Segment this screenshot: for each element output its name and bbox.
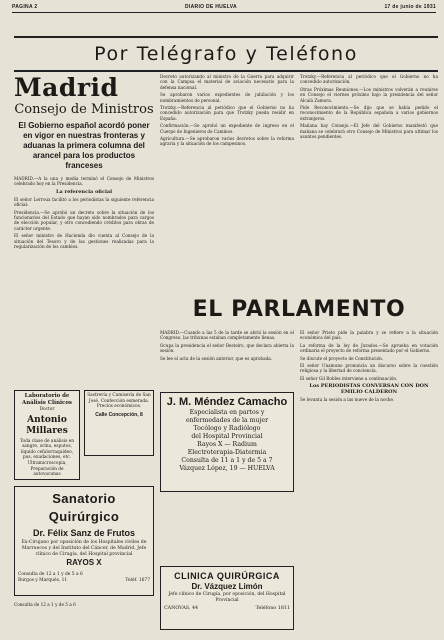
lead-headline: El Gobierno español acordó poner en vigor en nuestras fronteras y aduanas la primera columna del arancel para los productos franceses bbox=[18, 121, 150, 170]
ad-mendez-line: del Hospital Provincial bbox=[191, 433, 263, 440]
ad-mendez-address: Vázquez López, 19 — HUELVA bbox=[179, 465, 275, 472]
right-column bbox=[300, 74, 438, 288]
article-paragraph: Trotzky.—Referencia al periódico que el Gobierno no ha concedido autorización. bbox=[300, 74, 438, 85]
lead-paragraph: El señor ministro de Hacienda dio cuenta al Consejo de la situación del Tesoro y de las gestiones realizadas para la regularización de los cambios. bbox=[14, 233, 154, 250]
ad-clinica bbox=[160, 566, 294, 630]
ad-sanatorio-phone: Teléf. 1677 bbox=[125, 578, 150, 583]
ad-laboratory bbox=[14, 390, 80, 480]
section-banner bbox=[14, 36, 438, 72]
parliament-column-left bbox=[160, 330, 294, 390]
issue-date: 17 de junio de 1931 bbox=[384, 4, 436, 10]
ad-sanatorio-footer-2 bbox=[18, 578, 150, 583]
bottom-left-text bbox=[14, 602, 154, 630]
lead-paragraph: El señor Lerroux facilitó a los periodistas la siguiente referencia oficial: bbox=[14, 196, 154, 208]
article-paragraph: Se levanta la sesión a las nueve de la noche. bbox=[300, 397, 395, 403]
parliament-heading bbox=[160, 290, 438, 328]
ad-sanatorio-doctor: Dr. Félix Sanz de Frutos bbox=[32, 528, 136, 538]
ad-mendez-line: Especialista en partos y bbox=[189, 409, 265, 416]
article-paragraph: Se lee el acta de la sesión anterior, que es aprobada. bbox=[160, 355, 273, 361]
newspaper-name: DIARIO DE HUELVA bbox=[185, 4, 237, 10]
ad-lab-doctor-prefix: Doctor bbox=[39, 407, 55, 412]
ad-clinica-footer bbox=[164, 606, 290, 611]
section-title: Consejo de Ministros bbox=[14, 102, 154, 117]
ad-mendez-line: Rayos X — Radium bbox=[197, 441, 257, 448]
article-paragraph: Decreto autorizando al ministro de la Guerra para adquirir con la Campsa el material de aviación necesario para la defensa nacional. bbox=[160, 74, 294, 90]
article-paragraph: Trotzky.—Referencia al periódico que el Gobierno no ha concedido autorización para que Trotzky pueda residir en España. bbox=[160, 105, 294, 121]
ad-sanatorio-address: Burgos y Marqués, 11 bbox=[18, 578, 68, 583]
page-header bbox=[12, 3, 436, 11]
article-paragraph: Ocupa la presidencia el señor Besteiro, que declara abierta la sesión. bbox=[160, 342, 294, 354]
ad-lab-doctor: Antonio Millares bbox=[26, 414, 68, 436]
ad-mendez-line: Tocólogo y Radiólogo bbox=[193, 425, 261, 432]
banner-title: Por Telégrafo y Teléfono bbox=[94, 43, 358, 65]
subheading: Los PERIODISTAS CONVERSAN CON DON EMILIO CALDERON bbox=[309, 383, 429, 396]
ad-clinica-phone: Teléfono 1811 bbox=[255, 606, 290, 611]
page-number: PAGINA 2 bbox=[12, 4, 38, 10]
header-rule bbox=[12, 12, 436, 13]
ad-small-text: Sastrería y Camisería de San José. Confección esmerada. Precios económicos. bbox=[87, 393, 151, 410]
ad-small bbox=[84, 390, 154, 456]
lead-column bbox=[14, 74, 154, 384]
ad-sanatorio-rayos: RAYOS X bbox=[66, 558, 102, 567]
ad-mendez-line: Electroterapia-Diatermia bbox=[187, 449, 267, 456]
ad-clinica-doctor: Dr. Vázquez Limón bbox=[191, 582, 263, 591]
lead-paragraph: MADRID.—A la una y media terminó el Consejo de Ministros celebrado hoy en la Presidencia. bbox=[14, 176, 154, 187]
article-paragraph: Consulta de 12 a 1 y de 5 a 6 bbox=[14, 602, 76, 607]
ad-mendez-line: enfermedades de la mujer bbox=[185, 417, 269, 424]
dateline-city: Madrid bbox=[14, 74, 119, 102]
ad-sanatorio-footer bbox=[18, 572, 150, 577]
lead-paragraph: Presidencia.—Se aprobó un decreto sobre la situación de los funcionarios del Estado que hayan sido nombrados para cargos de elección popular, y otro concediendo créditos para obras de carácter urgente. bbox=[14, 209, 154, 231]
middle-column bbox=[160, 74, 294, 288]
article-paragraph: El señor Gil Robles interviene a continuación. bbox=[300, 375, 398, 381]
article-paragraph: Se discute el proyecto de Constitución. bbox=[300, 355, 384, 361]
article-paragraph: Confirmación.—Se aprobó un expediente de ingreso en el Cuerpo de Ingenieros de Caminos. bbox=[160, 123, 294, 134]
ad-mendez-hours: Consulta de 11 a 1 y de 5 a 7 bbox=[181, 457, 273, 464]
article-paragraph: Mañana hay Consejo.—El Jefe del Gobierno manifestó que mañana se celebrará otro Consejo de Ministros para ultimar los asuntos pendientes. bbox=[300, 123, 438, 140]
ad-small-address: Calle Concepción, 8 bbox=[95, 411, 143, 418]
article-paragraph: La reforma de la ley de Jurados.—Se aprueba en votación ordinaria el proyecto de reforma presentado por el Gobierno. bbox=[300, 342, 438, 354]
article-paragraph: Agricultura.—Se aprobaron varios decretos sobre la reforma agraria y la situación de los campesinos. bbox=[160, 136, 294, 147]
parliament-title: EL PARLAMENTO bbox=[192, 296, 406, 322]
ad-sanatorio bbox=[14, 486, 154, 596]
article-paragraph: El señor Prieto pide la palabra y se refiere a la situación económica del país. bbox=[300, 330, 438, 341]
parliament-column-right bbox=[300, 330, 438, 630]
ad-lab-title: Laboratorio de Análisis Clínicos bbox=[22, 393, 72, 406]
subheading: La referencia oficial bbox=[55, 188, 113, 195]
ad-clinica-title: CLINICA QUIRÚRGICA bbox=[174, 571, 280, 581]
article-paragraph: MADRID.—Cuando a las 5 de la tarde se abrió la sesión en el Congreso, las tribunas estaban completamente llenas. bbox=[160, 330, 294, 341]
ad-clinica-desc: Jefe clínico de Cirugía, por oposición, del Hospital Provincial bbox=[168, 592, 286, 603]
ad-sanatorio-hours: Consulta de 12 a 1 y de 5 a 6 bbox=[18, 572, 83, 577]
article-paragraph: Otras Próximas Reuniones.—Los ministros volverán a reunirse en Consejo el viernes próximo bajo la presidencia del señor Alcalá Zamora. bbox=[300, 86, 438, 103]
article-paragraph: Pide Reconocimiento.—Se dijo que se había pedido el reconocimiento de la República española a varios gobiernos extranjeros. bbox=[300, 105, 438, 121]
article-paragraph: Se aprobaron varios expedientes de jubilación y los nombramientos de personal. bbox=[160, 92, 294, 103]
ad-mendez-camacho bbox=[160, 392, 294, 492]
ad-mendez-name: J. M. Méndez Camacho bbox=[166, 396, 288, 408]
ad-sanatorio-title: Sanatorio Quirúrgico bbox=[48, 491, 120, 524]
article-paragraph: El señor Unamuno pronuncia un discurso sobre la cuestión religiosa y la libertad de conciencia. bbox=[300, 363, 438, 374]
ad-lab-desc: Toda clase de análisis en sangre, orina, esputos, líquido cefalorraquídeo, pus, exudaciones, etc. Ultramicroscopia, Preparación de autovacunas bbox=[19, 438, 74, 478]
ad-clinica-address: CANOVAS, 44 bbox=[164, 606, 199, 611]
ad-sanatorio-desc: Ex-Cirujano por oposición de los Hospitales civiles de Marruecos y del Instituto del Cáncer, de Madrid, Jefe clínico de Cirugía, del Hospital provincial bbox=[21, 540, 147, 557]
